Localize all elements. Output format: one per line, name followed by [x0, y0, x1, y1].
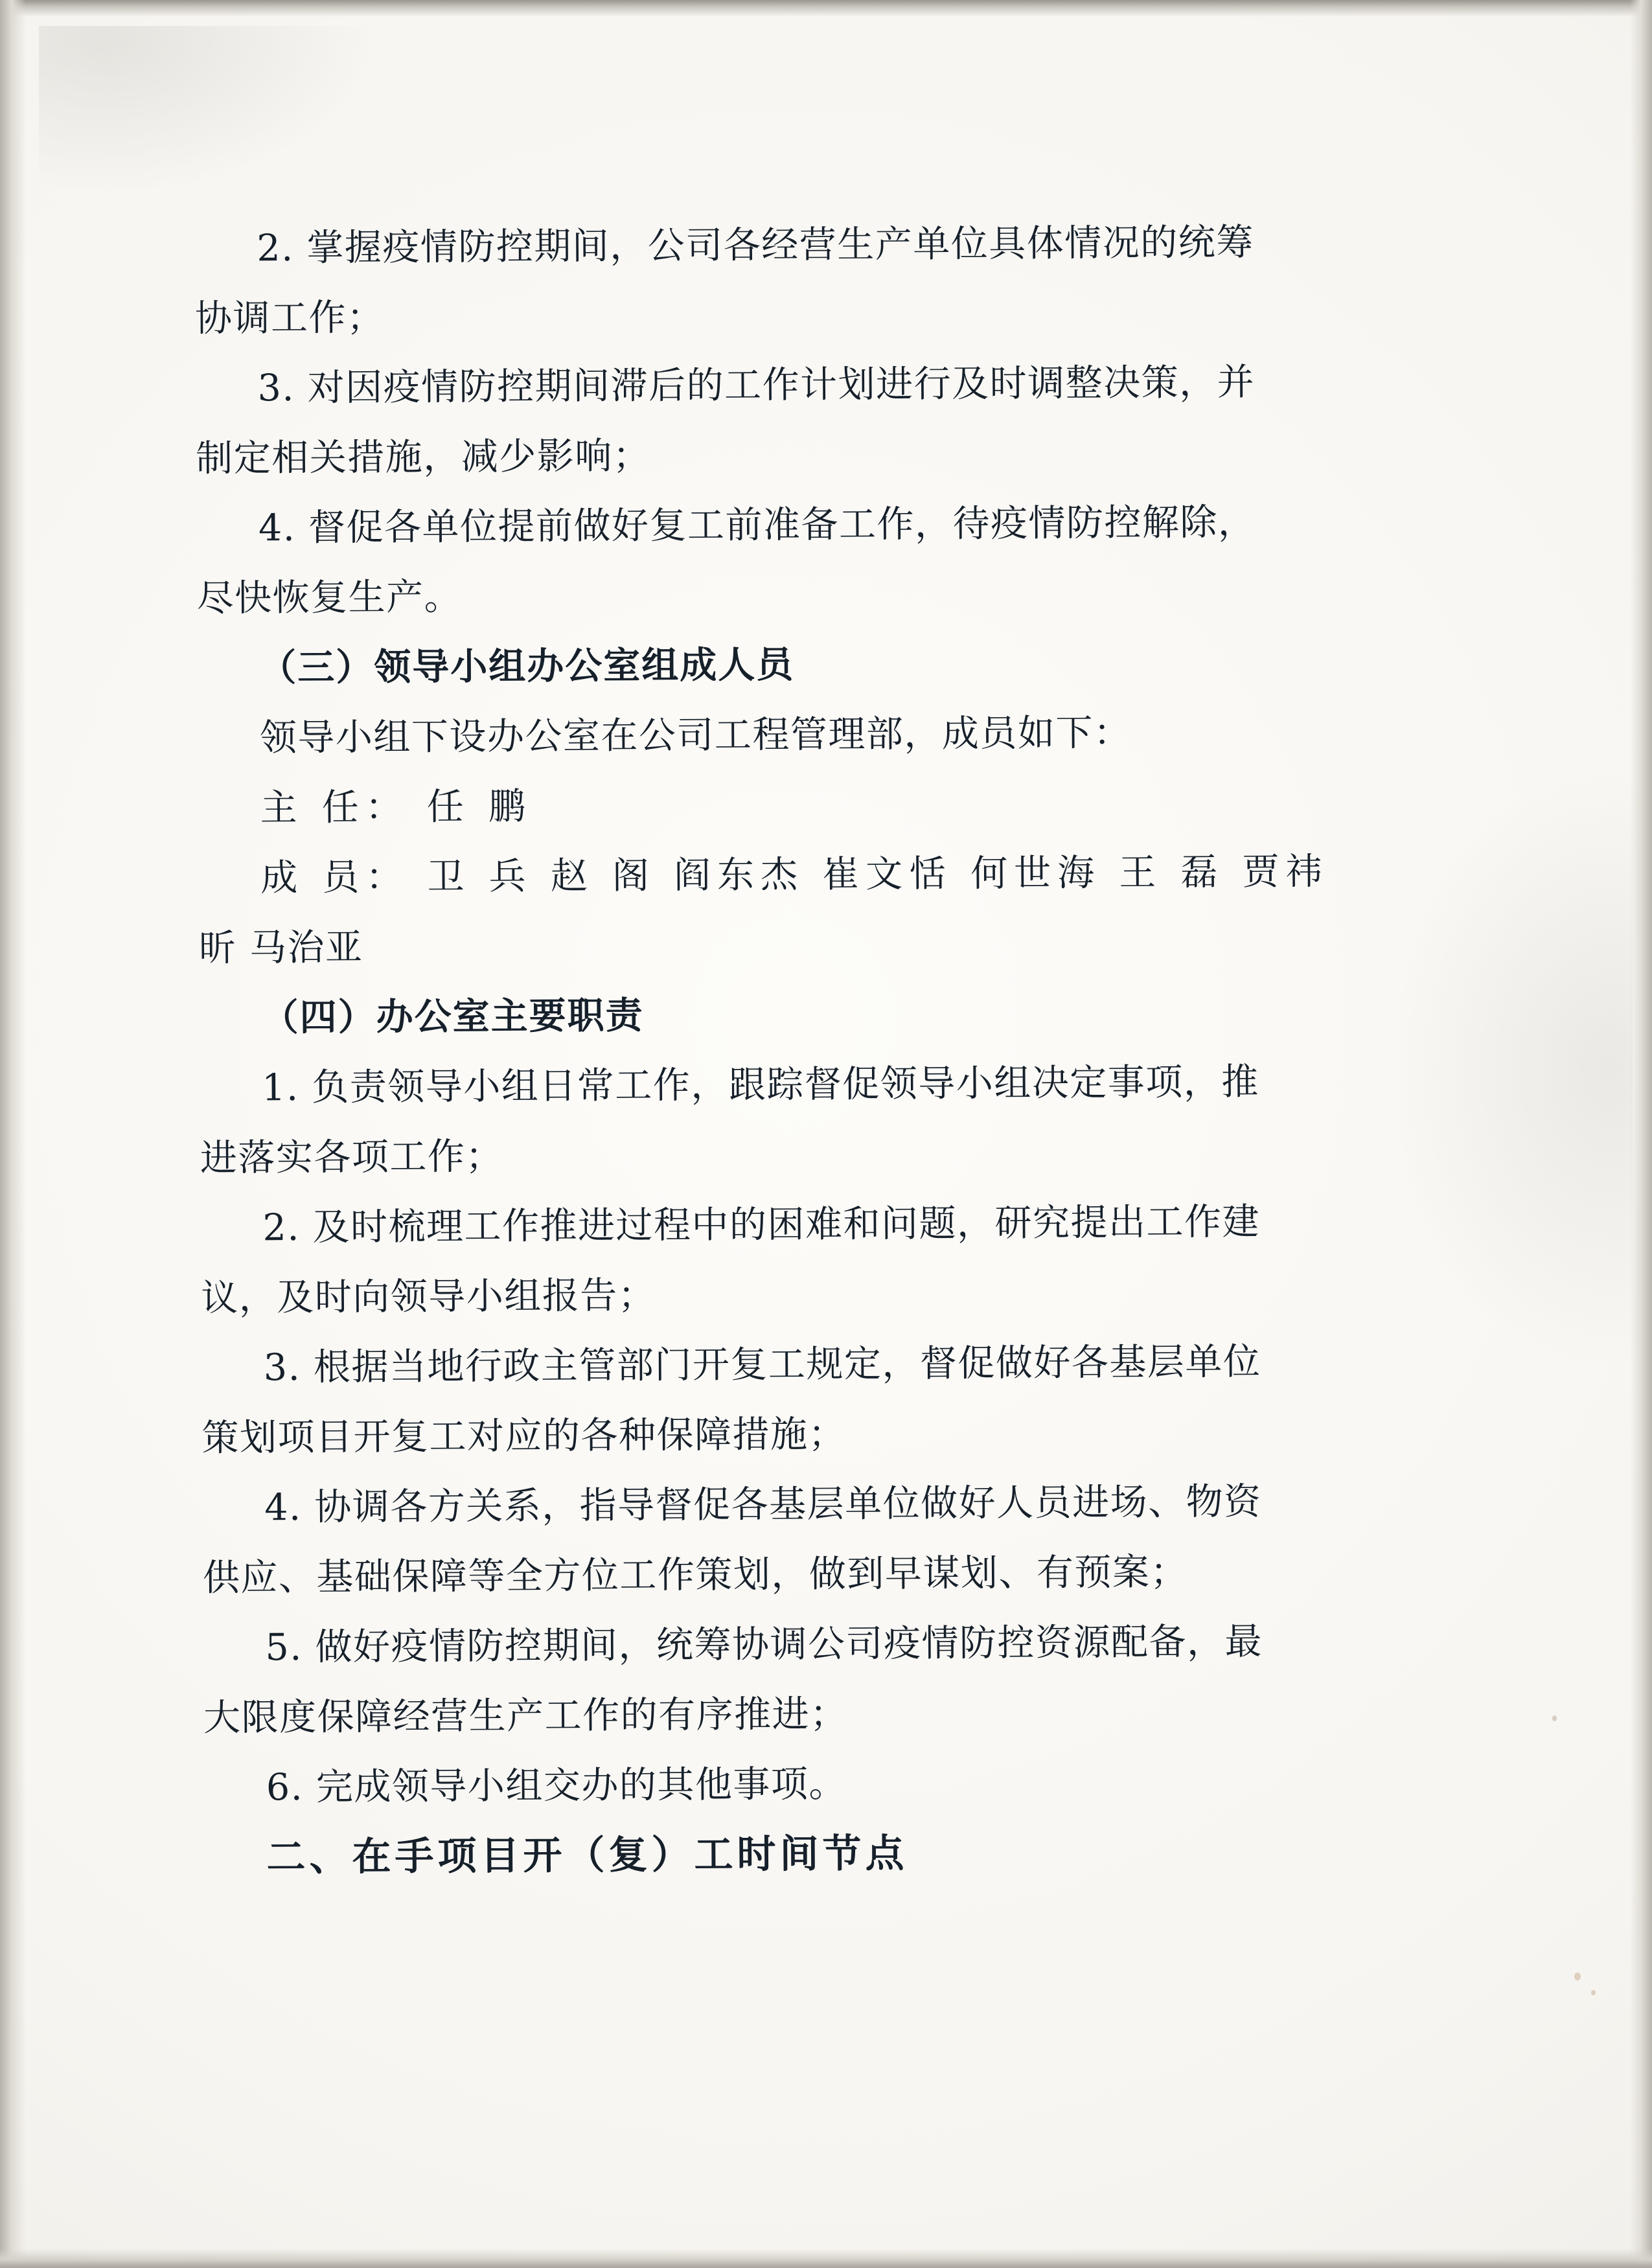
section-heading: （四）办公室主要职责 [261, 993, 644, 1040]
paragraph-line: 大限度保障经营生产工作的有序推进； [203, 1692, 848, 1739]
roster-members-continued: 昕 马治亚 [198, 926, 363, 970]
paragraph-line: 5. 做好疫情防控期间，统筹协调公司疫情防控资源配备，最 [265, 1620, 1263, 1669]
paragraph-line: 议，及时向领导小组报告； [201, 1274, 656, 1320]
chapter-heading: 二、在手项目开（复）工时间节点 [266, 1831, 908, 1881]
paragraph-line: 供应、基础保障等全方位工作策划，做到早谋划、有预案； [202, 1550, 1189, 1599]
paragraph-line: 3. 根据当地行政主管部门开复工规定，督促做好各基层单位 [263, 1340, 1261, 1390]
document-text-body [194, 214, 1445, 1893]
paragraph-line: 协调工作； [194, 296, 385, 340]
scan-edge-top [0, 0, 1652, 17]
section-heading: （三）领导小组办公室组成人员 [259, 643, 795, 690]
paragraph-line: 4. 协调各方关系，指导督促各基层单位做好人员进场、物资 [264, 1480, 1262, 1529]
paragraph-line: 制定相关措施，减少影响； [196, 434, 651, 480]
paragraph-line: 1. 负责领导小组日常工作，跟踪督促领导小组决定事项，推 [262, 1060, 1259, 1110]
paragraph-line: 领导小组下设办公室在公司工程管理部，成员如下： [259, 711, 1132, 760]
paragraph-line: 3. 对因疫情防控期间滞后的工作计划进行及时调整决策，并 [257, 361, 1256, 410]
paper-speck [1591, 1990, 1596, 1995]
paragraph-line: 4. 督促各单位提前做好复工前准备工作，待疫情防控解除， [258, 501, 1256, 550]
paragraph-line: 进落实各项工作； [200, 1135, 504, 1180]
paper-shadow-top-left [39, 26, 376, 194]
paragraph-line: 2. 掌握疫情防控期间，公司各经营生产单位具体情况的统筹 [257, 221, 1255, 270]
paper-speck [1552, 1715, 1557, 1721]
paper-speck [1574, 1973, 1581, 1980]
paragraph-line: 尽快恢复生产。 [196, 575, 463, 620]
scan-edge-bottom [0, 2249, 1652, 2268]
roster-members-line: 成 员： 卫 兵 赵 阁 阎东杰 崔文恬 何世海 王 磊 贾祎 [260, 850, 1329, 900]
scan-edge-right [1630, 0, 1652, 2268]
paragraph-line: 2. 及时梳理工作推进过程中的困难和问题，研究提出工作建 [262, 1200, 1261, 1250]
scan-edge-left [0, 0, 26, 2268]
paragraph-line: 策划项目开复工对应的各种保障措施； [201, 1412, 847, 1460]
roster-director-line: 主 任： 任 鹏 [260, 785, 533, 830]
paragraph-line: 6. 完成领导小组交办的其他事项。 [266, 1762, 847, 1809]
